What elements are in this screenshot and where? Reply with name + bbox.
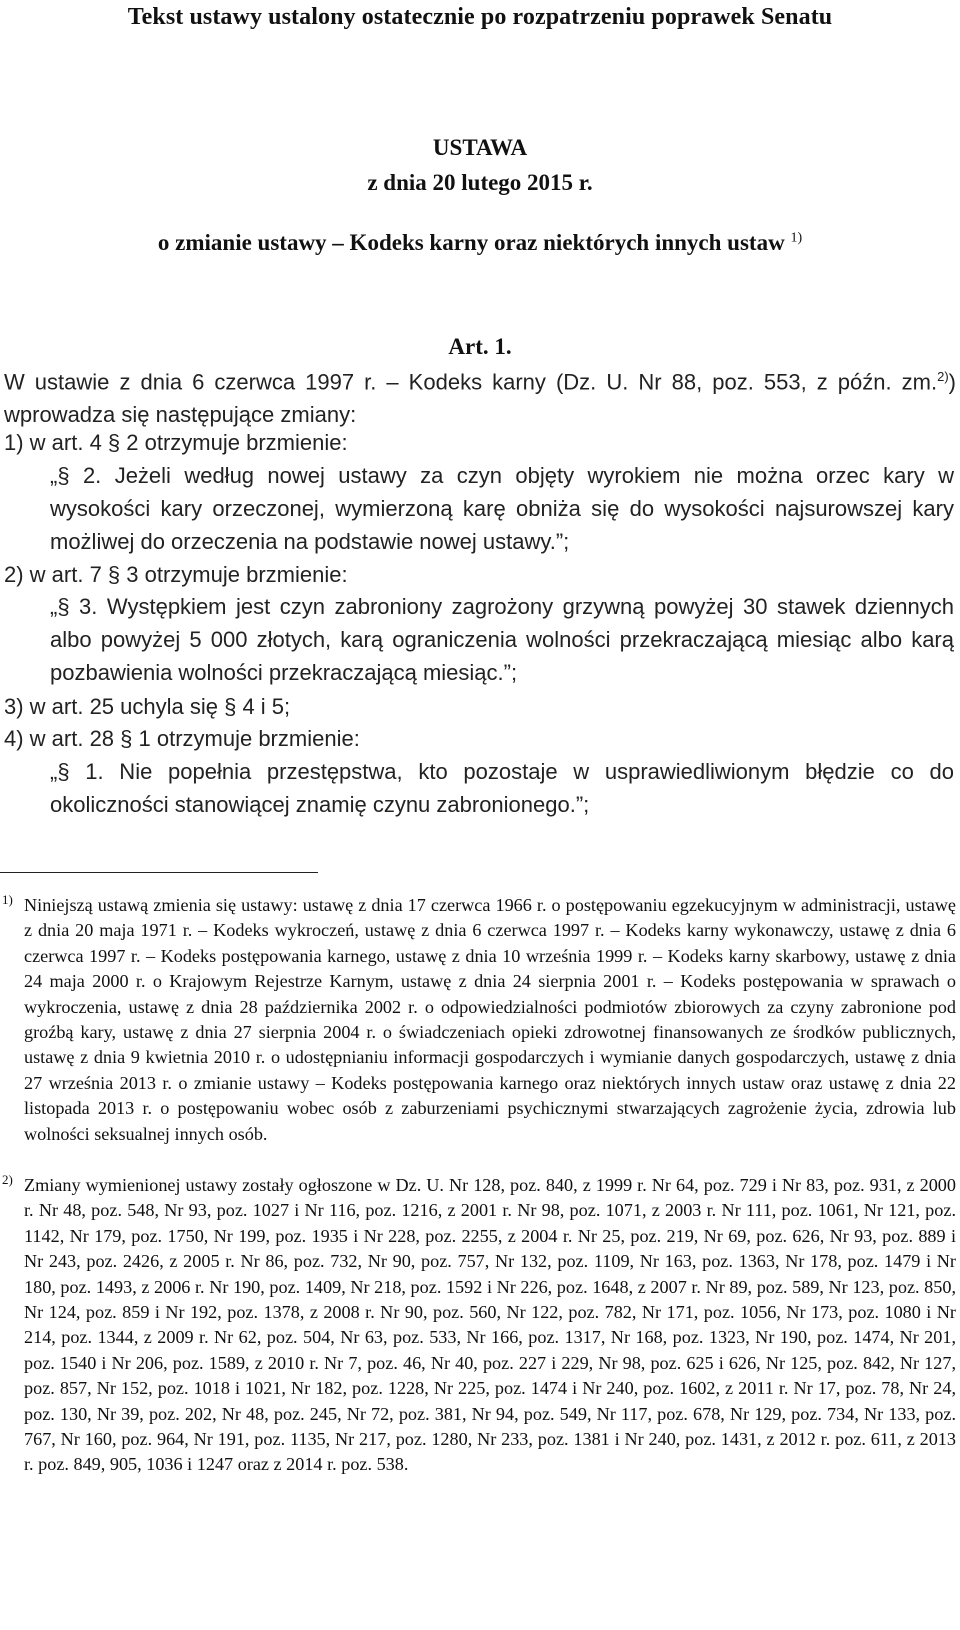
footnote-1 [2, 892, 956, 1147]
article-intro-footnote-ref: 2) [937, 369, 949, 384]
amendment-point-3: 3) w art. 25 uchyla się § 4 i 5; [4, 694, 291, 719]
footnote-1-text: Niniejszą ustawą zmienia się ustawy: ustawę z dnia 17 czerwca 1966 r. o postępowaniu egzekucyjnym w administracji, ustawę z dnia 20 maja 1971 r. – Kodeks wykroczeń, ustawę z dnia 6 czerwca 1997 r. – Kodeks karny wykonawczy, ustawę z dnia 6 czerwca 1997 r. – Kodeks postępowania karnego, ustawę z dnia 10 września 1999 r. – Kodeks karny skarbowy, ustawę z dnia 24 maja 2000 r. o Krajowym Rejestrze Karnym, ustawę z dnia 24 sierpnia 2001 r. – Kodeks postępowania w sprawach o wykroczenia, ustawę z dnia 28 października 2002 r. o odpowiedzialności podmiotów zbiorowych za czyny zabronione pod groźbą kary, ustawę z dnia 27 sierpnia 2004 r. o świadczeniach opieki zdrowotnej finansowanych ze środków publicznych, ustawę z dnia 9 kwietnia 2010 r. o udostępnianiu informacji gospodarczych i wymianie danych gospodarczych, ustawę z dnia 27 września 2013 r. o zmianie ustawy – Kodeks postępowania karnego oraz niektórych innych ustaw oraz ustawę z dnia 22 listopada 2013 r. o postępowaniu wobec osób z zaburzeniami psychicznymi stwarzających zagrożenie życia, zdrowia lub wolności seksualnej innych osób. [24, 895, 956, 1144]
act-subject-text: o zmianie ustawy – Kodeks karny oraz niektórych innych ustaw [157, 230, 785, 255]
footnote-1-mark: 1) [2, 892, 13, 907]
amendment-quote-2: „§ 3. Występkiem jest czyn zabroniony zagrożony grzywną powyżej 30 stawek dziennych albo powyżej 5 000 złotych, karą ograniczenia wolności przekraczającą miesiąc albo karą pozbawienia wolności przekraczającą miesiąc.”; [50, 594, 954, 685]
article-intro [4, 360, 956, 431]
article-intro-part1: W ustawie z dnia 6 czerwca 1997 r. – Kodeks karny (Dz. U. Nr 88, poz. 553, z późn. zm. [4, 369, 938, 395]
footnote-separator [0, 872, 318, 873]
amendment-quote-1: „§ 2. Jeżeli według nowej ustawy za czyn objęty wyrokiem nie można orzec kary w wysokości kary orzeczonej, wymierzoną karę obniża się do wysokości najsurowszej kary możliwej do orzeczenia na podstawie nowej ustawy.”; [50, 463, 954, 554]
footnote-2 [2, 1172, 956, 1478]
article-heading: Art. 1. [448, 334, 512, 359]
article-intro-part2: ) wprowadza się następujące zmiany: [4, 369, 956, 428]
footnote-2-mark: 2) [2, 1172, 13, 1187]
act-date: z dnia 20 lutego 2015 r. [367, 170, 593, 195]
footnote-2-text: Zmiany wymienionej ustawy zostały ogłoszone w Dz. U. Nr 128, poz. 840, z 1999 r. Nr 64, poz. 729 i Nr 83, poz. 931, z 2000 r. Nr 48, poz. 548, Nr 93, poz. 1027 i Nr 116, poz. 1216, z 2001 r. Nr 98, poz. 1071, z 2003 r. Nr 111, poz. 1061, Nr 121, poz. 1142, Nr 179, poz. 1750, Nr 199, poz. 1935 i Nr 228, poz. 2255, z 2004 r. Nr 25, poz. 219, Nr 69, poz. 626, Nr 93, poz. 889 i Nr 243, poz. 2426, z 2005 r. Nr 86, poz. 732, Nr 90, poz. 757, Nr 132, poz. 1109, Nr 163, poz. 1363, Nr 178, poz. 1479 i Nr 180, poz. 1493, z 2006 r. Nr 190, poz. 1409, Nr 218, poz. 1592 i Nr 226, poz. 1648, z 2007 r. Nr 89, poz. 589, Nr 123, poz. 850, Nr 124, poz. 859 i Nr 192, poz. 1378, z 2008 r. Nr 90, poz. 560, Nr 122, poz. 782, Nr 171, poz. 1056, Nr 173, poz. 1080 i Nr 214, poz. 1344, z 2009 r. Nr 62, poz. 504, Nr 63, poz. 533, Nr 166, poz. 1317, Nr 168, poz. 1323, Nr 190, poz. 1474, Nr 201, poz. 1540 i Nr 206, poz. 1589, z 2010 r. Nr 7, poz. 46, Nr 40, poz. 227 i 229, Nr 98, poz. 625 i 626, Nr 125, poz. 842, Nr 127, poz. 857, Nr 152, poz. 1018 i 1021, Nr 182, poz. 1228, Nr 225, poz. 1474 i Nr 240, poz. 1602, z 2011 r. Nr 17, poz. 78, Nr 24, poz. 130, Nr 39, poz. 202, Nr 48, poz. 245, Nr 72, poz. 381, Nr 94, poz. 549, Nr 117, poz. 678, Nr 129, poz. 734, Nr 133, poz. 767, Nr 160, poz. 964, Nr 191, poz. 1135, Nr 217, poz. 1280, Nr 233, poz. 1381 i Nr 240, poz. 1431, z 2012 r. poz. 611, z 2013 r. poz. 849, 905, 1036 i 1247 oraz z 2014 r. poz. 538. [24, 1175, 956, 1475]
amendment-quote-4: „§ 1. Nie popełnia przestępstwa, kto pozostaje w usprawiedliwionym błędzie co do okoliczności stanowiącej znamię czynu zabronionego.”; [50, 759, 954, 817]
amendment-point-2: 2) w art. 7 § 3 otrzymuje brzmienie: [4, 562, 348, 587]
act-subject-footnote-ref: 1) [790, 230, 803, 246]
act-type: USTAWA [432, 135, 528, 160]
amendment-point-4: 4) w art. 28 § 1 otrzymuje brzmienie: [4, 726, 360, 751]
act-subject [0, 230, 960, 256]
amendment-point-1: 1) w art. 4 § 2 otrzymuje brzmienie: [4, 430, 348, 455]
document-header-title: Tekst ustawy ustalony ostatecznie po rozpatrzeniu poprawek Senatu [127, 4, 833, 30]
